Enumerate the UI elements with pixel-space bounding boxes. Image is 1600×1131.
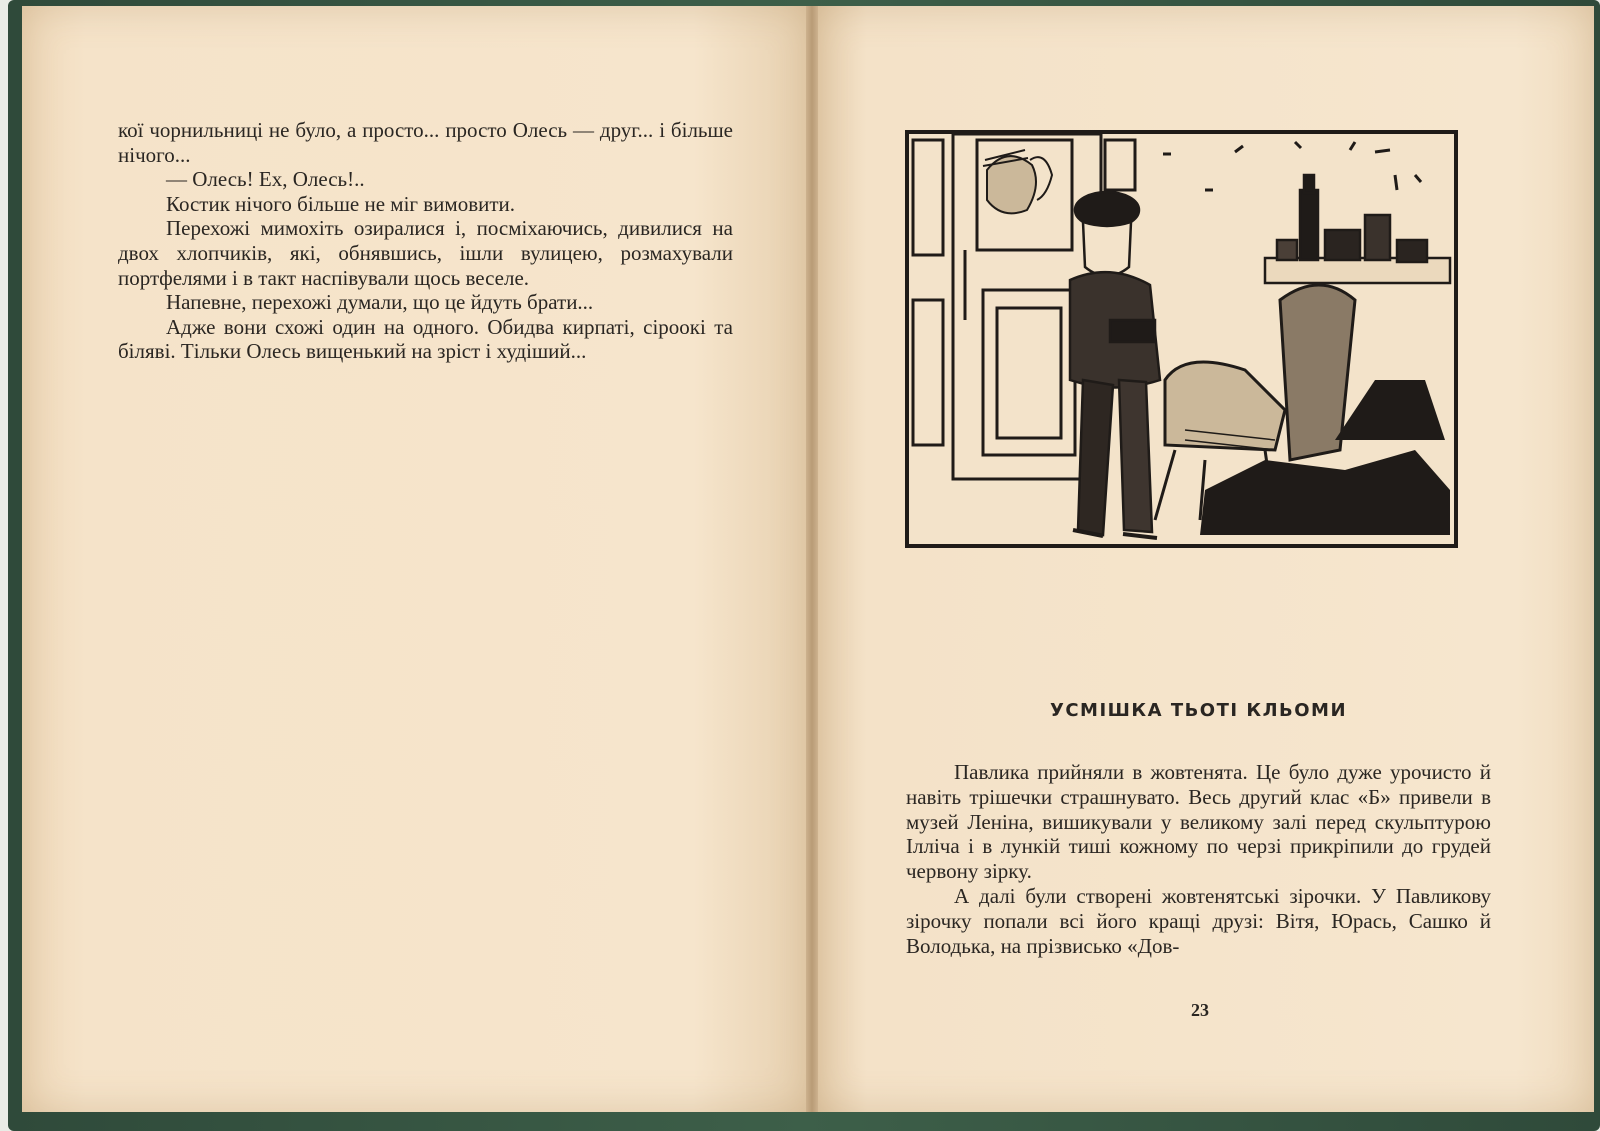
book-gutter — [806, 6, 818, 1112]
paragraph: Перехожі мимохіть озиралися і, посміхаючись, дивилися на двох хлопчиків, які, обнявшись, ішли вулицею, розмахували портфелями і в такт наспівували щось веселе. — [118, 216, 733, 290]
page-number: 23 — [1191, 1000, 1209, 1020]
paragraph: — Олесь! Ех, Олесь!.. — [166, 167, 365, 192]
paragraph: кої чорнильниці не було, а просто... просто Олесь — друг... і більше нічого... — [118, 118, 733, 167]
paragraph: А далі були створені жовтенятські зірочки. У Павликову зірочку попали всі його кращі друзі: Вітя, Юрась, Сашко й Володька, на прізвисько «Дов- — [906, 883, 1491, 958]
paragraph: Павлика прийняли в жовтенята. Це було дуже урочисто й навіть трішечки страшнувато. Весь другий клас «Б» привели в музей Леніна, вишикували у великому залі перед скульптурою Ілліча і в лункій тиші кожному по черзі прикріпили до грудей червону зірку. — [906, 760, 1491, 884]
paragraph: Напевне, перехожі думали, що це йдуть брати... — [166, 290, 594, 315]
right-page-text — [906, 760, 1491, 958]
paragraph: Адже вони схожі один на одного. Обидва кирпаті, сіроокі та біляві. Тільки Олесь вищенький на зріст і худіший... — [118, 314, 733, 364]
left-page-text — [118, 118, 733, 364]
chapter-title: УСМІШКА ТЬОТІ КЛЬОМИ — [1049, 700, 1348, 721]
paragraph: Костик нічого більше не міг вимовити. — [166, 191, 516, 216]
illustration — [905, 130, 1458, 552]
